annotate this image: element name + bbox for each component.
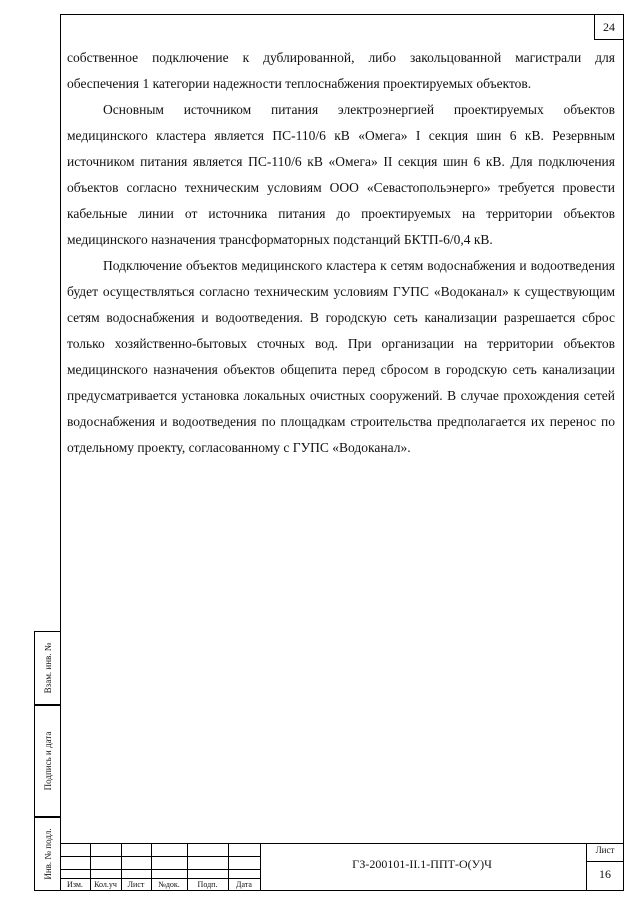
paragraph-2: Основным источником питания электроэнергией проектируемых объектов медицинского кластера является ПС-110/6 кВ «Омега» I секция шин 6 кВ. Резервным источником питания является ПС-110/6 кВ «Омега» II секция шин 6 кВ. Для подключения объектов согласно техническим условиям ООО «Севастопольэнерго» требуется провести кабельные линии от источника питания до проектируемых на территории объектов медицинского назначения трансформаторных подстанций БКТП-6/0,4 кВ. <box>67 102 615 247</box>
side-label-inv-orig: Инв. № подл. <box>42 828 53 880</box>
page-frame <box>60 14 624 891</box>
page-number: 24 <box>594 15 623 40</box>
paragraph-1: собственное подключение к дублированной, либо закольцованной магистрали для обеспечения 1 категории надежности теплоснабжения проектируемых объектов. <box>67 50 615 91</box>
col-list: Лист <box>127 880 145 889</box>
side-label-replace-inv: Взам. инв. № <box>42 642 53 694</box>
side-label-sign-date: Подпись и дата <box>42 731 53 791</box>
sheet-number: 16 <box>599 867 611 881</box>
col-data: Дата <box>236 880 252 889</box>
document-body <box>67 45 615 461</box>
sheet-label: Лист <box>595 845 615 855</box>
side-field-inv-orig <box>34 817 60 891</box>
document-id: ГЗ-200101-II.1-ППТ-О(У)Ч <box>352 857 492 871</box>
col-podp: Подп. <box>197 880 218 889</box>
title-block <box>60 843 624 891</box>
col-izm: Изм. <box>67 880 83 889</box>
side-field-replace-inv <box>34 631 60 705</box>
side-field-sign-date <box>34 705 60 817</box>
col-kol-uch: Кол.уч <box>94 880 117 889</box>
col-ndok: №док. <box>158 880 180 889</box>
paragraph-3: Подключение объектов медицинского кластера к сетям водоснабжения и водоотведения будет осуществляться согласно техническим условиям ГУПС «Водоканал» к существующим сетям водоснабжения и водоотведения. В городскую сеть канализации разрешается сброс только хозяйственно-бытовых сточных вод. При организации на территории объектов медицинского назначения объектов общепита перед сбросом в городскую сеть канализации предусматривается установка локальных очистных сооружений. В случае прохождения сетей водоснабжения и водоотведения по площадкам строительства предполагается их перенос по отдельному проекту, согласованному с ГУПС «Водоканал». <box>67 258 615 455</box>
